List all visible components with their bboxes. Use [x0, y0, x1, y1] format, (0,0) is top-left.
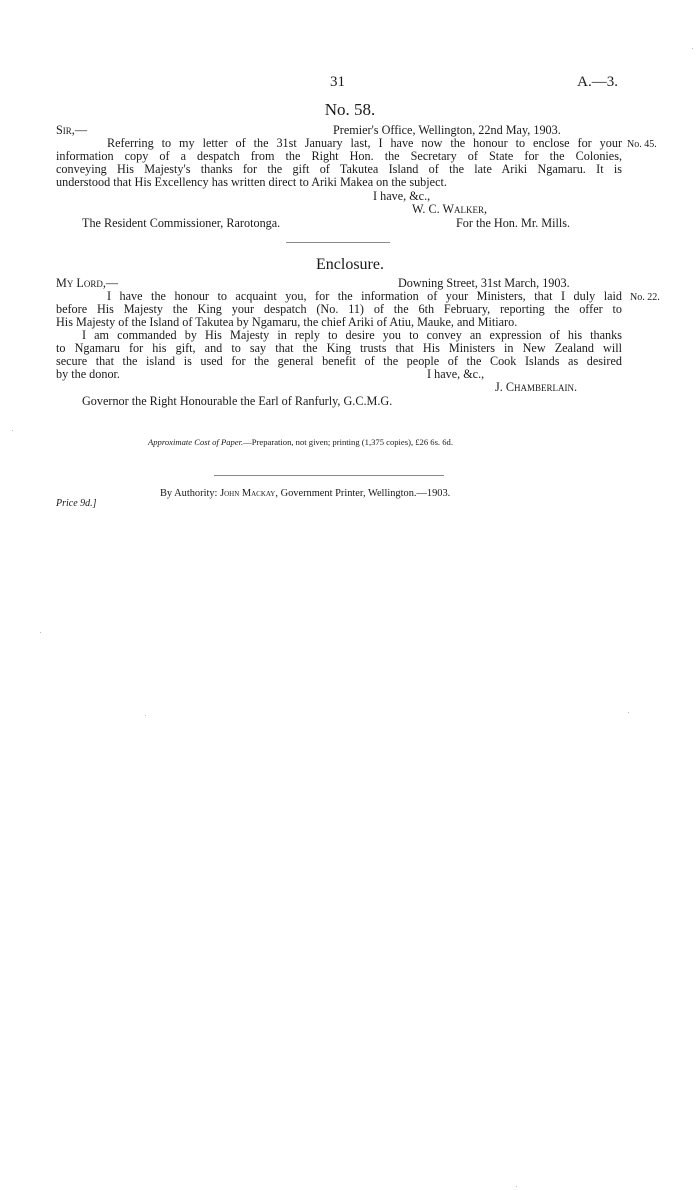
- letter-origin: Premier's Office, Wellington, 22nd May, 1903.: [333, 123, 561, 137]
- letter-salutation: Sir,—: [56, 123, 88, 137]
- enclosure-body-line: before His Majesty the King your despatch (No. 11) of the 6th February, reporting the offer to: [56, 302, 622, 316]
- enclosure-body-line: His Majesty of the Island of Takutea by Ngamaru, the chief Ariki of Atiu, Mauke, and Mitiaro.: [56, 315, 518, 329]
- scan-speck: [40, 632, 41, 633]
- enclosure-addressee: Governor the Right Honourable the Earl of Ranfurly, G.C.M.G.: [82, 394, 393, 408]
- scan-speck: [628, 712, 629, 713]
- page-number: 31: [330, 74, 345, 90]
- enclosure-body-line: I am commanded by His Majesty in reply to desire you to convey an expression of his thanks: [82, 328, 622, 342]
- letter-body-line: conveying His Majesty's thanks for the gift of Takutea Island of the late Ariki Ngamaru. It is: [56, 162, 622, 176]
- margin-reference: No. 22.: [630, 292, 660, 303]
- enclosure-body-line: secure that the island is used for the general benefit of the people of the Cook Islands as desired: [56, 354, 622, 368]
- letter-body-line: information copy of a despatch from the Right Hon. the Secretary of State for the Colonies,: [56, 149, 622, 163]
- enclosure-closing: I have, &c.,: [427, 367, 485, 381]
- margin-reference: No. 45.: [627, 139, 657, 150]
- scan-speck: [145, 715, 146, 716]
- enclosure-signature: J. Chamberlain.: [495, 380, 578, 394]
- cost-of-paper-note: [148, 437, 453, 447]
- signature-capacity: For the Hon. Mr. Mills.: [456, 216, 571, 230]
- printer-name: John Mackay,: [220, 488, 278, 499]
- letter-body-line: Referring to my letter of the 31st January last, I have now the honour to enclose for your: [107, 136, 622, 150]
- authority-prefix: By Authority:: [160, 488, 218, 499]
- cost-label: Approximate Cost of Paper.: [148, 437, 244, 447]
- enclosure-title: Enclosure.: [316, 256, 384, 273]
- printer-authority-line: [160, 488, 450, 499]
- enclosure-origin: Downing Street, 31st March, 1903.: [398, 276, 570, 290]
- scan-speck: [692, 48, 693, 49]
- footer-divider: [214, 475, 444, 476]
- price: Price 9d.]: [56, 498, 97, 509]
- enclosure-body-line: to Ngamaru for his gift, and to say that the King trusts that His Ministers in New Zealand will: [56, 341, 622, 355]
- letter-signature: W. C. Walker,: [412, 202, 488, 216]
- authority-suffix: Government Printer, Wellington.—1903.: [280, 488, 451, 499]
- enclosure-salutation: My Lord,—: [56, 276, 119, 290]
- letter-addressee: The Resident Commissioner, Rarotonga.: [82, 216, 281, 230]
- letter-number: No. 58.: [324, 100, 376, 119]
- scan-speck: [516, 1186, 517, 1187]
- enclosure-body-line: I have the honour to acquaint you, for the information of your Ministers, that I duly laid: [107, 289, 622, 303]
- document-reference: A.—3.: [577, 74, 618, 90]
- scan-speck: [12, 430, 13, 431]
- enclosure-body-line: by the donor.: [56, 367, 120, 381]
- letter-closing: I have, &c.,: [373, 189, 431, 203]
- cost-text: —Preparation, not given; printing (1,375 copies), £26 6s. 6d.: [243, 437, 453, 447]
- letter-body-line: understood that His Excellency has written direct to Ariki Makea on the subject.: [56, 175, 447, 189]
- section-divider: [286, 242, 390, 243]
